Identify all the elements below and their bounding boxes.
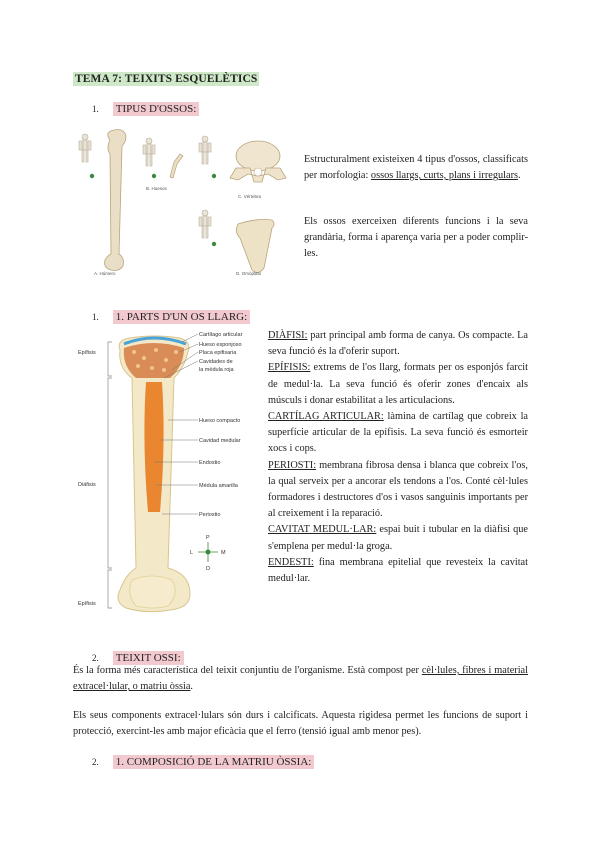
bone-label: Cavidad medular [199, 438, 241, 444]
tipus-paragraph-2: Els ossos exerceixen diferents funcions i la seva grandària, forma i aparença varia per a poder complir-les. [304, 216, 528, 259]
bone-label: Médula amarilla [199, 483, 238, 489]
long-bone-figure [72, 330, 262, 620]
part-periosti: PERIOSTI: membrana fibrosa densa i blanca que cobreix l'os, la qual serveix per a ancorar els tendons a l'os. Conté cèl·lules formadores i destructores d'os i vasos sanguinis importants per al creixement i la reparació. [268, 459, 528, 520]
bone-label: Periostio [199, 512, 221, 518]
page-title: TEMA 7: TEIXITS ESQUELÈTICS [75, 73, 258, 85]
bone-label: Hueso compacto [199, 418, 241, 424]
section-heading-parts: 1. 1. PARTS D'UN OS LLARG: [92, 307, 250, 325]
fig-label: D. Omóplato [236, 271, 262, 276]
bone-label: Epífisis [78, 601, 96, 607]
bone-label: Hueso esponjoso [199, 342, 242, 348]
vertebra-icon [230, 141, 286, 182]
tipus-paragraph-1: Estructuralment existeixen 4 tipus d'ossos, classificats per morfologia: ossos llargs, curts, plans i irregulars. [304, 154, 528, 181]
skeleton-icon [199, 210, 211, 238]
fig-label: B. Huesos [146, 186, 167, 191]
fig-label: C. Vértebra [238, 194, 262, 199]
teixit-paragraph-2: Els seus components extracel·lulars són durs i calcificats. Aquesta rigidesa permet les funcions de suport i protecció, exercint-les amb major eficàcia que el ferro (tensió igual amb menor pes). [73, 710, 528, 737]
bone-label: la médula roja [199, 367, 234, 373]
svg-text:M: M [221, 550, 226, 556]
section-label: TEIXIT OSSI: [113, 651, 184, 665]
bone-label: Cavidades de [199, 359, 233, 365]
svg-text:P: P [206, 535, 210, 541]
svg-text:L: L [190, 550, 194, 556]
teixit-paragraph-1: És la forma més característica del teixit conjuntiu de l'organisme. Està compost per cèl·lules, fibres i material extracel·lular, o matriu òssia. [73, 665, 528, 692]
bone-label: Endostio [199, 460, 221, 466]
section-label: 1. COMPOSICIÓ DE LA MATRIU ÒSSIA: [113, 755, 315, 769]
humerus-icon [105, 130, 126, 271]
section-label: 1. PARTS D'UN OS LLARG: [113, 310, 250, 324]
section-heading-tipus: 1. TIPUS D'OSSOS: [92, 99, 199, 117]
bone-types-figure [70, 128, 292, 286]
bone-label: Cartílago articular [199, 332, 243, 338]
skeleton-icon [79, 134, 91, 162]
section-heading-teixit: 2. TEIXIT OSSI: [92, 648, 184, 666]
section-label: TIPUS D'OSSOS: [113, 102, 200, 116]
fig-label: A. Húmero [94, 271, 116, 276]
svg-text:D: D [206, 566, 210, 572]
skeleton-icon [143, 138, 155, 166]
skeleton-icon [199, 136, 211, 164]
bone-label: Epífisis [78, 350, 96, 356]
bone-label: Diáfisis [78, 482, 96, 488]
bone-label: Placa epifisaria [199, 350, 237, 356]
scapula-icon [236, 220, 274, 273]
part-endosti: ENDESTI: fina membrana epitelial que revesteix la cavitat medul·lar. [268, 556, 528, 585]
part-cavitat: CAVITAT MEDUL·LAR: espai buit i tubular en la diàfisi que s'emplena per medul·la groga. [268, 524, 528, 552]
part-cartilag: CARTÍLAG ARTICULAR: làmina de cartílag que cobreix la superfície articular de la epífisis. La seva funció és esmorteir xocs i cops. [268, 411, 529, 455]
section-heading-composicio: 2. 1. COMPOSICIÓ DE LA MATRIU ÒSSIA: [92, 752, 314, 770]
parts-list [268, 328, 528, 587]
part-epifisis: EPÍFISIS: extrems de l'os llarg, formats per os esponjós farcit de medul·la. La seva funció és oferir zones d'encaix als músculs i donar estabilitat a les articulacions. [268, 362, 528, 406]
orientation-compass-icon [190, 535, 226, 572]
part-diafisi: DIÀFISI: part principal amb forma de canya. Os compacte. La seva funció és la d'oferir suport. [268, 330, 528, 358]
phalanx-icon [170, 154, 183, 178]
